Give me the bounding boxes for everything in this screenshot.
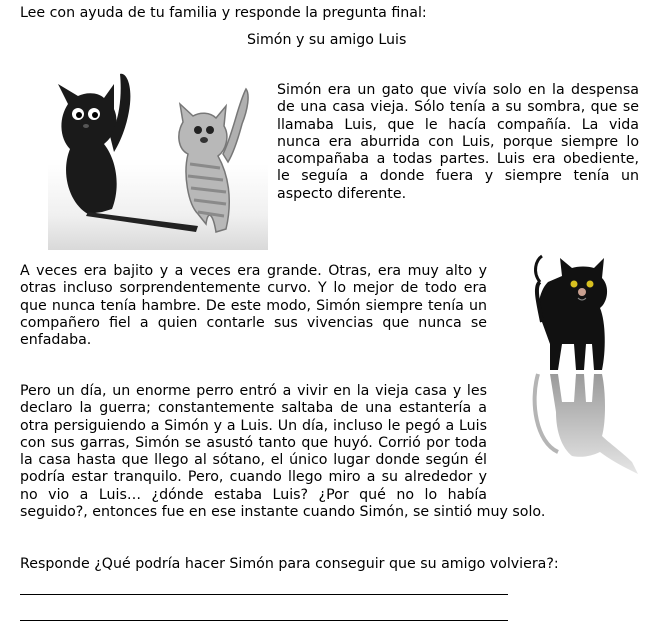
paragraph-1 [277,82,639,203]
paragraph-line: acompañaba a todas partes. Luis era obediente, [277,151,639,168]
cat-reflection-figure [535,374,638,474]
paragraph-line: enfadaba. [20,332,92,349]
paragraph-line: compañero fiel a quien contarle sus vivencias que nunca se [20,314,487,331]
cat-reflection-illustration [522,252,648,482]
paragraph-line: seguido?, entonces fue en ese instante cuando Simón, se sintió muy solo. [20,504,546,521]
paragraph-3 [20,383,546,521]
paragraph-line: A veces era bajito y a veces era grande. Otras, era muy alto y [20,263,487,279]
paragraph-line: nunca era aburrida con Luis, porque siempre lo [277,133,639,150]
paragraph-line: podría estar tranquilo. Pero, cuando llego miro a su alrededor y [20,469,487,486]
paragraph-2 [20,263,487,349]
paragraph-line: declaro la guerra; constantemente saltaba de una estantería a [20,400,487,417]
standing-black-cat-figure [536,256,608,370]
paragraph-line: con sus garras, Simón se asustó tanto que huyó. Corrió por toda [20,434,487,451]
paragraph-line: aspecto diferente. [277,185,407,202]
instruction-text: Lee con ayuda de tu familia y responde la pregunta final: [20,5,427,21]
answer-line-2[interactable] [20,620,508,621]
paragraph-line: la casa hasta que llego al sótano, el único lugar donde según él [20,452,487,469]
paragraph-line: otras incluso sorprendentemente curvo. Y lo mejor de todo era [20,280,487,297]
paragraph-line: le seguía a donde fuera y siempre tenía un [277,168,639,185]
final-question: Responde ¿Qué podría hacer Simón para conseguir que su amigo volviera?: [20,556,559,572]
paragraph-line: de una casa vieja. Sólo tenía a su sombra, que se [277,99,639,116]
cat-and-shadow-illustration [48,64,268,250]
paragraph-line: Simón era un gato que vivía solo en la despensa [277,82,639,98]
paragraph-line: otra persiguiendo a Simón y a Luis. Un día, incluso le pegó a Luis [20,417,487,434]
paragraph-line: que nunca tenía hambre. De este modo, Simón siempre tenía un [20,297,487,314]
paragraph-line: no vio a Luis… ¿dónde estaba Luis? ¿Por qué no lo había [20,486,487,503]
paragraph-line: Pero un día, un enorme perro entró a vivir en la vieja casa y les [20,383,487,399]
answer-line-1[interactable] [20,594,508,595]
story-title: Simón y su amigo Luis [247,32,407,48]
paragraph-line: llamaba Luis, que le hacía compañía. La vida [277,116,639,133]
